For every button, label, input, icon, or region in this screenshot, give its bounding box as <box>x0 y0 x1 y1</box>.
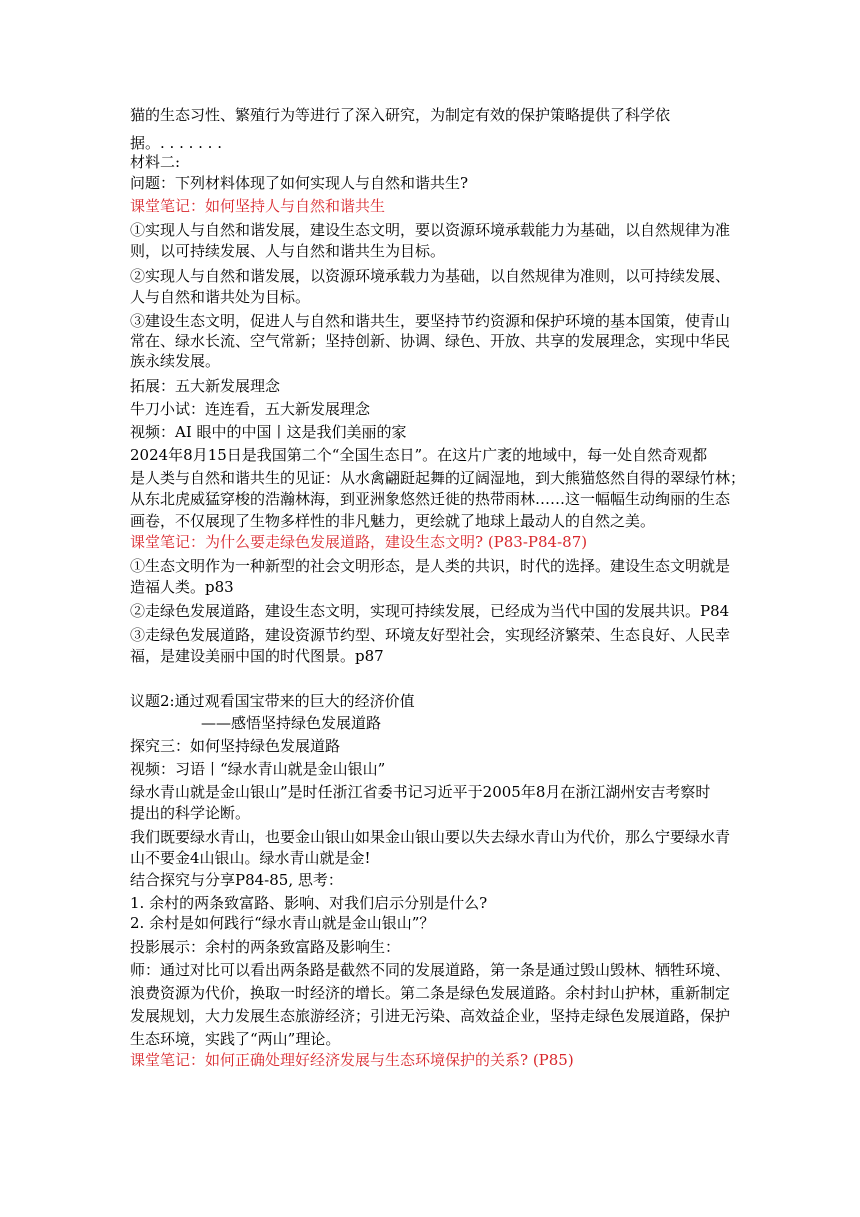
paragraph-line: 浪费资源为代价，换取一时经济的增长。第二条是绿色发展道路。余村封山护林，重新制定 <box>130 984 731 1002</box>
paragraph-line: ②实现人与自然和谐发展，以资源环境承载力为基础，以自然规律为准则，以可持续发展、 <box>130 267 731 285</box>
paragraph-line: 是人类与自然和谐共生的见证：从水禽翩跹起舞的辽阔湿地，到大熊猫悠然自得的翠绿竹林； <box>130 469 746 487</box>
paragraph-line: ①生态文明作为一种新型的社会文明形态，是人类的共识，时代的选择。建设生态文明就是 <box>130 557 731 575</box>
paragraph-line: 福，是建设美丽中国的时代图景。p87 <box>130 647 384 665</box>
paragraph-line: 画卷，不仅展现了生物多样性的非凡魅力，更绘就了地球上最动人的自然之美。 <box>130 512 656 530</box>
paragraph-line: ③建设生态文明，促进人与自然和谐共生，要坚持节约资源和保护环境的基本国策，使青山 <box>130 312 731 330</box>
paragraph-line: 拓展：五大新发展理念 <box>130 377 281 395</box>
paragraph-line: 则，以可持续发展、人与自然和谐共生为目标。 <box>130 242 446 260</box>
paragraph-line: 牛刀小试：连连看，五大新发展理念 <box>130 400 371 418</box>
paragraph-line: 造福人类。p83 <box>130 578 234 596</box>
class-note-heading: 课堂笔记：如何正确处理好经济发展与生态环境保护的关系? (P85) <box>130 1051 574 1069</box>
paragraph-line: 发展规划，大力发展生态旅游经济；引进无污染、高效益企业，坚持走绿色发展道路，保护 <box>130 1007 731 1025</box>
paragraph-line: 视频：AI 眼中的中国丨这是我们美丽的家 <box>130 423 407 441</box>
paragraph-line: 绿水青山就是金山银山”是时任浙江省委书记习近平于2005年8月在浙江湖州安吉考察时 <box>130 783 711 801</box>
paragraph-line: 人与自然和谐共处为目标。 <box>130 288 311 306</box>
paragraph-line: 提出的科学论断。 <box>130 804 251 822</box>
paragraph-line: 从东北虎威猛穿梭的浩瀚林海，到亚洲象悠然迁徙的热带雨林……这一幅幅生动绚丽的生态 <box>130 490 731 508</box>
paragraph-line: 探究三：如何坚持绿色发展道路 <box>130 737 341 755</box>
paragraph-line: 据。. . . . . . . <box>130 134 222 152</box>
paragraph-line: 我们既要绿水青山，也要金山银山如果金山银山要以失去绿水青山为代价，那么宁要绿水青 <box>130 828 731 846</box>
paragraph-line: 结合探究与分享P84-85, 思考： <box>130 871 343 889</box>
paragraph-line: 常在、绿水长流、空气常新；坚持创新、协调、绿色、开放、共享的发展理念，实现中华民 <box>130 332 731 350</box>
topic-heading: 议题2:通过观看国宝带来的巨大的经济价值 <box>130 692 415 710</box>
paragraph-line: 视频：习语丨“绿水青山就是金山银山” <box>130 760 386 778</box>
question-line: 问题：下列材料体现了如何实现人与自然和谐共生? <box>130 174 469 192</box>
paragraph-line: 1. 余村的两条致富路、影响、对我们启示分别是什么? <box>130 894 488 912</box>
paragraph-line: 2. 余村是如何践行“绿水青山就是金山银山”？ <box>130 914 435 932</box>
class-note-heading: 课堂笔记：为什么要走绿色发展道路，建设生态文明? (P83-P84-87) <box>130 533 588 551</box>
class-note-heading: 课堂笔记：如何坚持人与自然和谐共生 <box>130 197 386 215</box>
section-label: 材料二: <box>130 153 181 171</box>
paragraph-line: 投影展示：余村的两条致富路及影响生： <box>130 938 401 956</box>
paragraph-line: ①实现人与自然和谐发展，建设生态文明，要以资源环境承载能力为基础，以自然规律为准 <box>130 221 731 239</box>
paragraph-line: 师：通过对比可以看出两条路是截然不同的发展道路，第一条是通过毁山毁林、牺牲环境、 <box>130 961 731 979</box>
paragraph-line: ②走绿色发展道路，建设生态文明，实现可持续发展，已经成为当代中国的发展共识。P84 <box>130 602 730 620</box>
paragraph-line: ③走绿色发展道路，建设资源节约型、环境友好型社会，实现经济繁荣、生态良好、人民幸 <box>130 626 731 644</box>
paragraph-line: 生态环境，实践了“两山”理论。 <box>130 1030 341 1048</box>
topic-subheading: ——感悟坚持绿色发展道路 <box>201 714 382 732</box>
paragraph-line: 山不要金4山银山。绿水青山就是金! <box>130 849 371 867</box>
paragraph-line: 族永续发展。 <box>130 352 221 370</box>
paragraph-line: 猫的生态习性、繁殖行为等进行了深入研究，为制定有效的保护策略提供了科学依 <box>130 106 671 124</box>
paragraph-line: 2024年8月15日是我国第二个“全国生态日”。在这片广袤的地域中，每一处自然奇观都 <box>130 446 708 464</box>
